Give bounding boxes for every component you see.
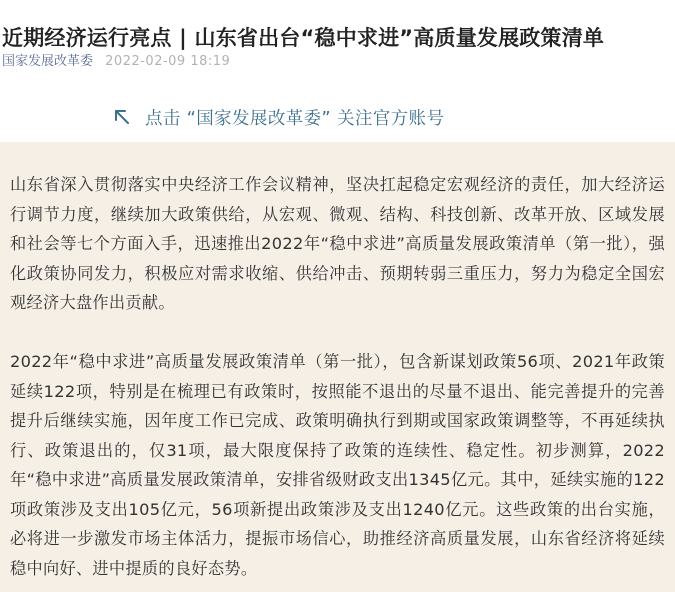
body-paragraph-2: 2022年“稳中求进”高质量发展政策清单（第一批），包含新谋划政策56项、2021年政策延续122项，特别是在梳理已有政策时，按照能不退出的尽量不退出、能完善提升的完善提升后继续实施，因年度工作已完成、政策明确执行到期或国家政策调整等，不再延续执行、政策退出的，仅31项，最大限度保持了政策的连续性、稳定性。初步测算，2022年“稳中求进”高质量发展政策清单，安排省级财政支出1345亿元。其中，延续实施的122项政策涉及支出105亿元，56项新提出政策涉及支出1240亿元。这些政策的出台实施，必将进一步激发市场主体活力，提振市场信心，助推经济高质量发展，山东省经济将延续稳中向好、进中提质的良好态势。 xyxy=(10,352,665,578)
article-title: 近期经济运行亮点 | 山东省出台“稳中求进”高质量发展政策清单 xyxy=(2,26,605,51)
body-paragraph-1: 山东省深入贯彻落实中央经济工作会议精神，坚决扛起稳定宏观经济的责任，加大经济运行调节力度，继续加大政策供给，从宏观、微观、结构、科技创新、改革开放、区域发展和社会等七个方面入手，迅速推出2022年“稳中求进”高质量发展政策清单（第一批），强化政策协同发力，积极应对需求收缩、供给冲击、预期转弱三重压力，努力为稳定全国宏观经济大盘作出贡献。 xyxy=(10,175,665,312)
publish-time: 2022-02-09 18:19 xyxy=(105,54,231,69)
account-name-link[interactable]: 国家发展改革委 xyxy=(2,54,94,69)
arrow-up-left-icon xyxy=(113,108,131,126)
article-meta xyxy=(2,53,230,71)
follow-account-label: 点击 “国家发展改革委” 关注官方账号 xyxy=(145,108,445,129)
follow-account-link[interactable] xyxy=(113,104,444,130)
article-body xyxy=(0,142,675,592)
